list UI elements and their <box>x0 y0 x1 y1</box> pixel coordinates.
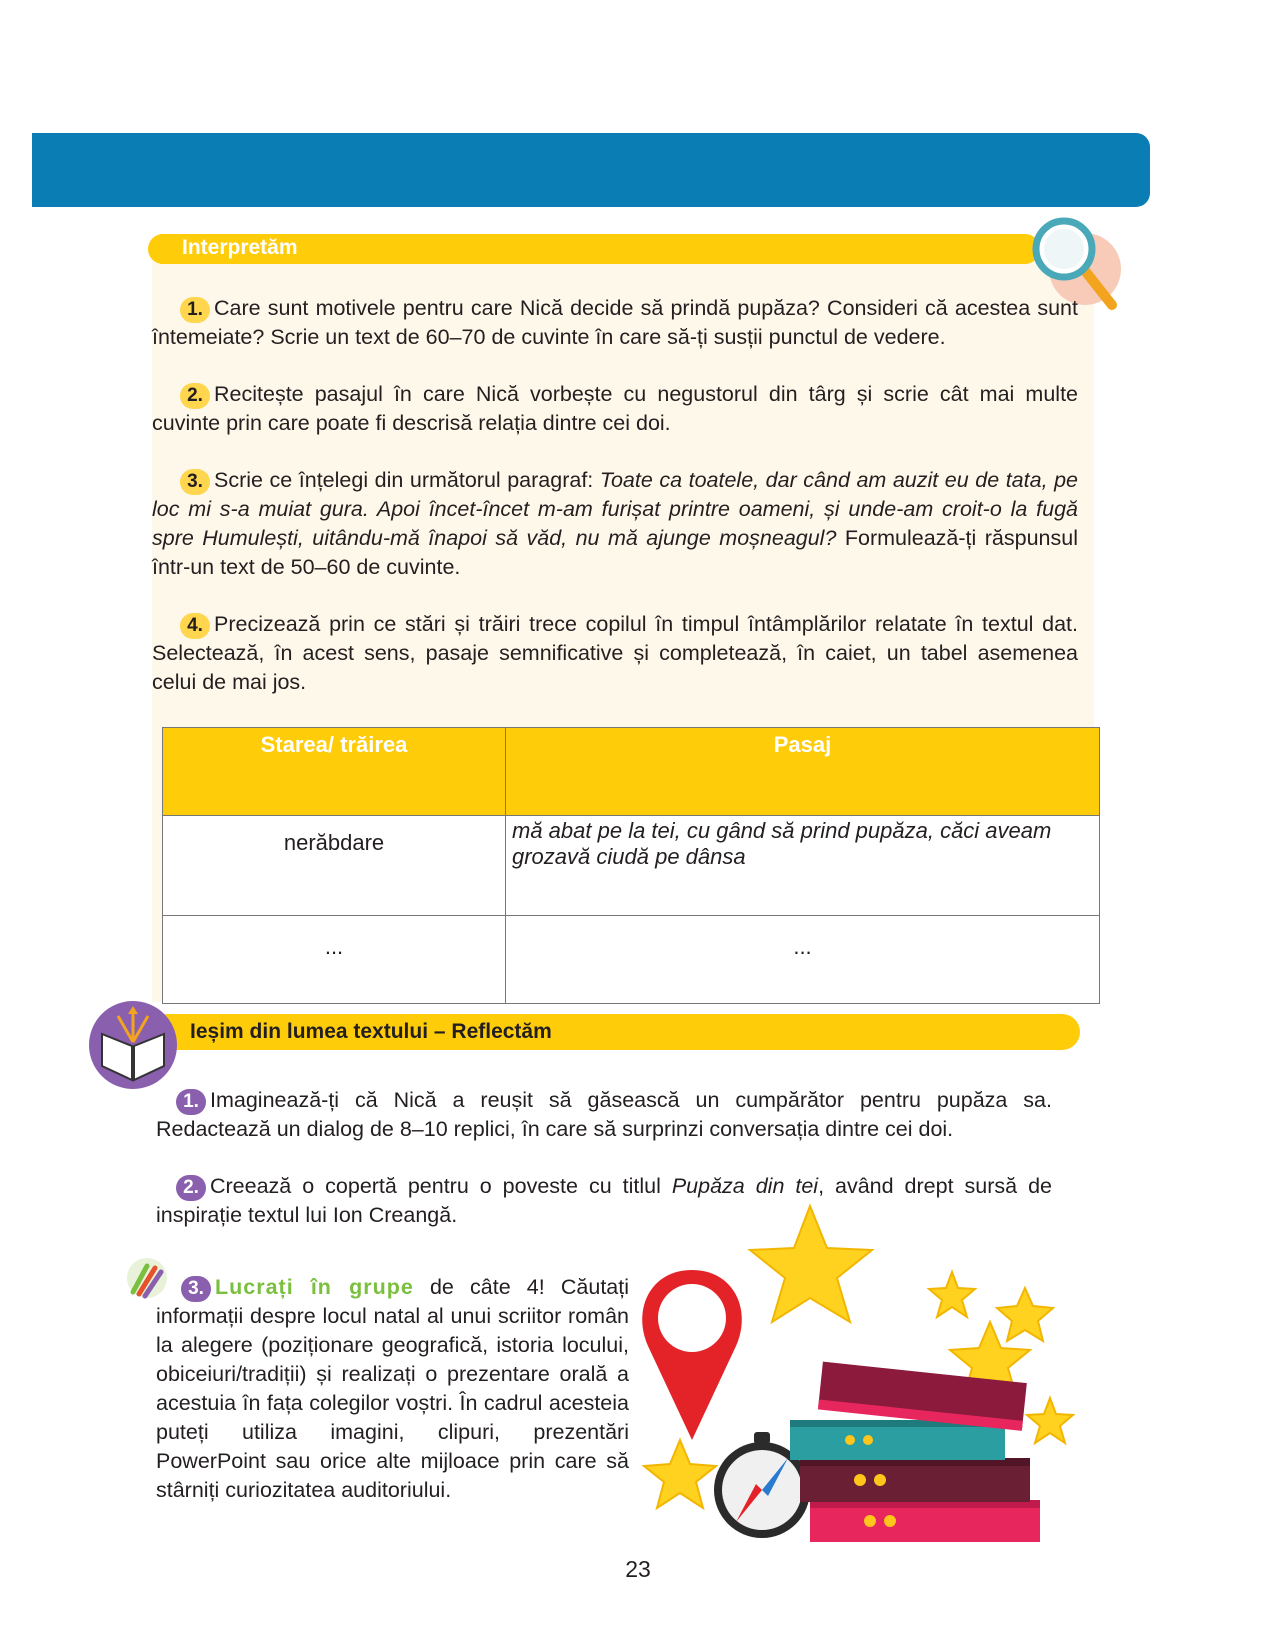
question-text: Precizează prin ce stări și trăiri trece copilul în timpul întâmplărilor relatate în textul dat. Selectează, în acest sens, pasaje semnificative și completează, în caiet, un tabel asemenea celui de mai jos. <box>152 612 1078 694</box>
map-pin-icon <box>642 1270 742 1440</box>
quoted-paragraph: Toate ca toatele, dar când am auzit eu de tata, pe loc mi s-a muiat gura. Apoi încet-încet m-am furișat printre oameni, și unde-am croit-o la fugă spre Humulești, uitându-mă înapoi să văd, nu mă ajunge moșneagul? <box>152 468 1078 550</box>
question-text: Imaginează-ți că Nică a reușit să găsească un cumpărător pentru pupăza sa. Redactează un dialog de 8–10 replici, în care să surprinzi conversația dintre cei doi. <box>156 1088 1052 1141</box>
table-header-state: Starea/ trăirea <box>163 728 506 816</box>
group-work-highlight: Lucrați în grupe <box>215 1275 414 1299</box>
table-header-passage: Pasaj <box>506 728 1100 816</box>
table-row <box>163 816 1100 916</box>
page-number: 23 <box>625 1556 651 1582</box>
question-text: de câte 4! Căutați informații despre locul natal al unui scriitor român la alegere (poziționare geografică, istoria locului, obiceiuri/tradiții) și realizați o prezentare orală a acestuia în fața colegilor voștri. În cadrul acesteia puteți utiliza imagini, clipuri, prezentări PowerPoint sau orice alte mijloace prin care să stârniți curiozitatea auditoriului. <box>156 1275 629 1502</box>
question-2 <box>152 380 1078 438</box>
question-4 <box>152 610 1078 697</box>
interpretam-title: Interpretăm <box>182 236 298 259</box>
reflect-question-1 <box>156 1086 1052 1144</box>
books-stack-icon <box>790 1362 1040 1542</box>
story-title: Pupăza din tei <box>671 1174 819 1198</box>
travel-books-illustration <box>640 1200 1160 1550</box>
question-number: 2. <box>176 1175 206 1201</box>
table-cell-passage: ... <box>506 916 1100 1004</box>
question-text: Care sunt motivele pentru care Nică decide să prindă pupăza? Consideri că acestea sunt întemeiate? Scrie un text de 60–70 de cuvinte în care să-ți susții punctul de vedere. <box>152 296 1078 349</box>
question-number: 2. <box>180 383 210 409</box>
question-number: 3. <box>181 1276 211 1302</box>
question-text: Scrie ce înțelegi din următorul paragraf: <box>214 468 600 492</box>
question-number: 1. <box>180 297 210 323</box>
question-3 <box>152 466 1078 582</box>
reflectam-title: Ieșim din lumea textului – Reflectăm <box>190 1020 552 1043</box>
reflect-question-3 <box>156 1273 629 1505</box>
question-number: 4. <box>180 613 210 639</box>
table-cell-state: ... <box>163 916 506 1004</box>
table-row <box>163 916 1100 1004</box>
question-text-end: Formulează-ți răspunsul într-un text de 50–60 de cuvinte. <box>152 526 1078 579</box>
question-1 <box>152 294 1078 352</box>
question-text-end: , având drept sursă de inspirație textul lui Ion Creangă. <box>156 1174 1052 1227</box>
question-number: 3. <box>180 469 210 495</box>
table-cell-passage: mă abat pe la tei, cu gând să prind pupăza, căci aveam grozavă ciudă pe dânsa <box>506 816 1100 916</box>
question-number: 1. <box>176 1089 206 1115</box>
question-text: Recitește pasajul în care Nică vorbește cu negustorul din târg și scrie cât mai multe cuvinte prin care poate fi descrisă relația dintre cei doi. <box>152 382 1078 435</box>
states-table <box>162 727 1100 1004</box>
table-header-row <box>163 728 1100 816</box>
question-text: Creează o copertă pentru o poveste cu titlul <box>210 1174 672 1198</box>
table-cell-state: nerăbdare <box>163 816 506 916</box>
top-banner <box>32 133 1150 207</box>
open-book-icon <box>88 1000 178 1090</box>
